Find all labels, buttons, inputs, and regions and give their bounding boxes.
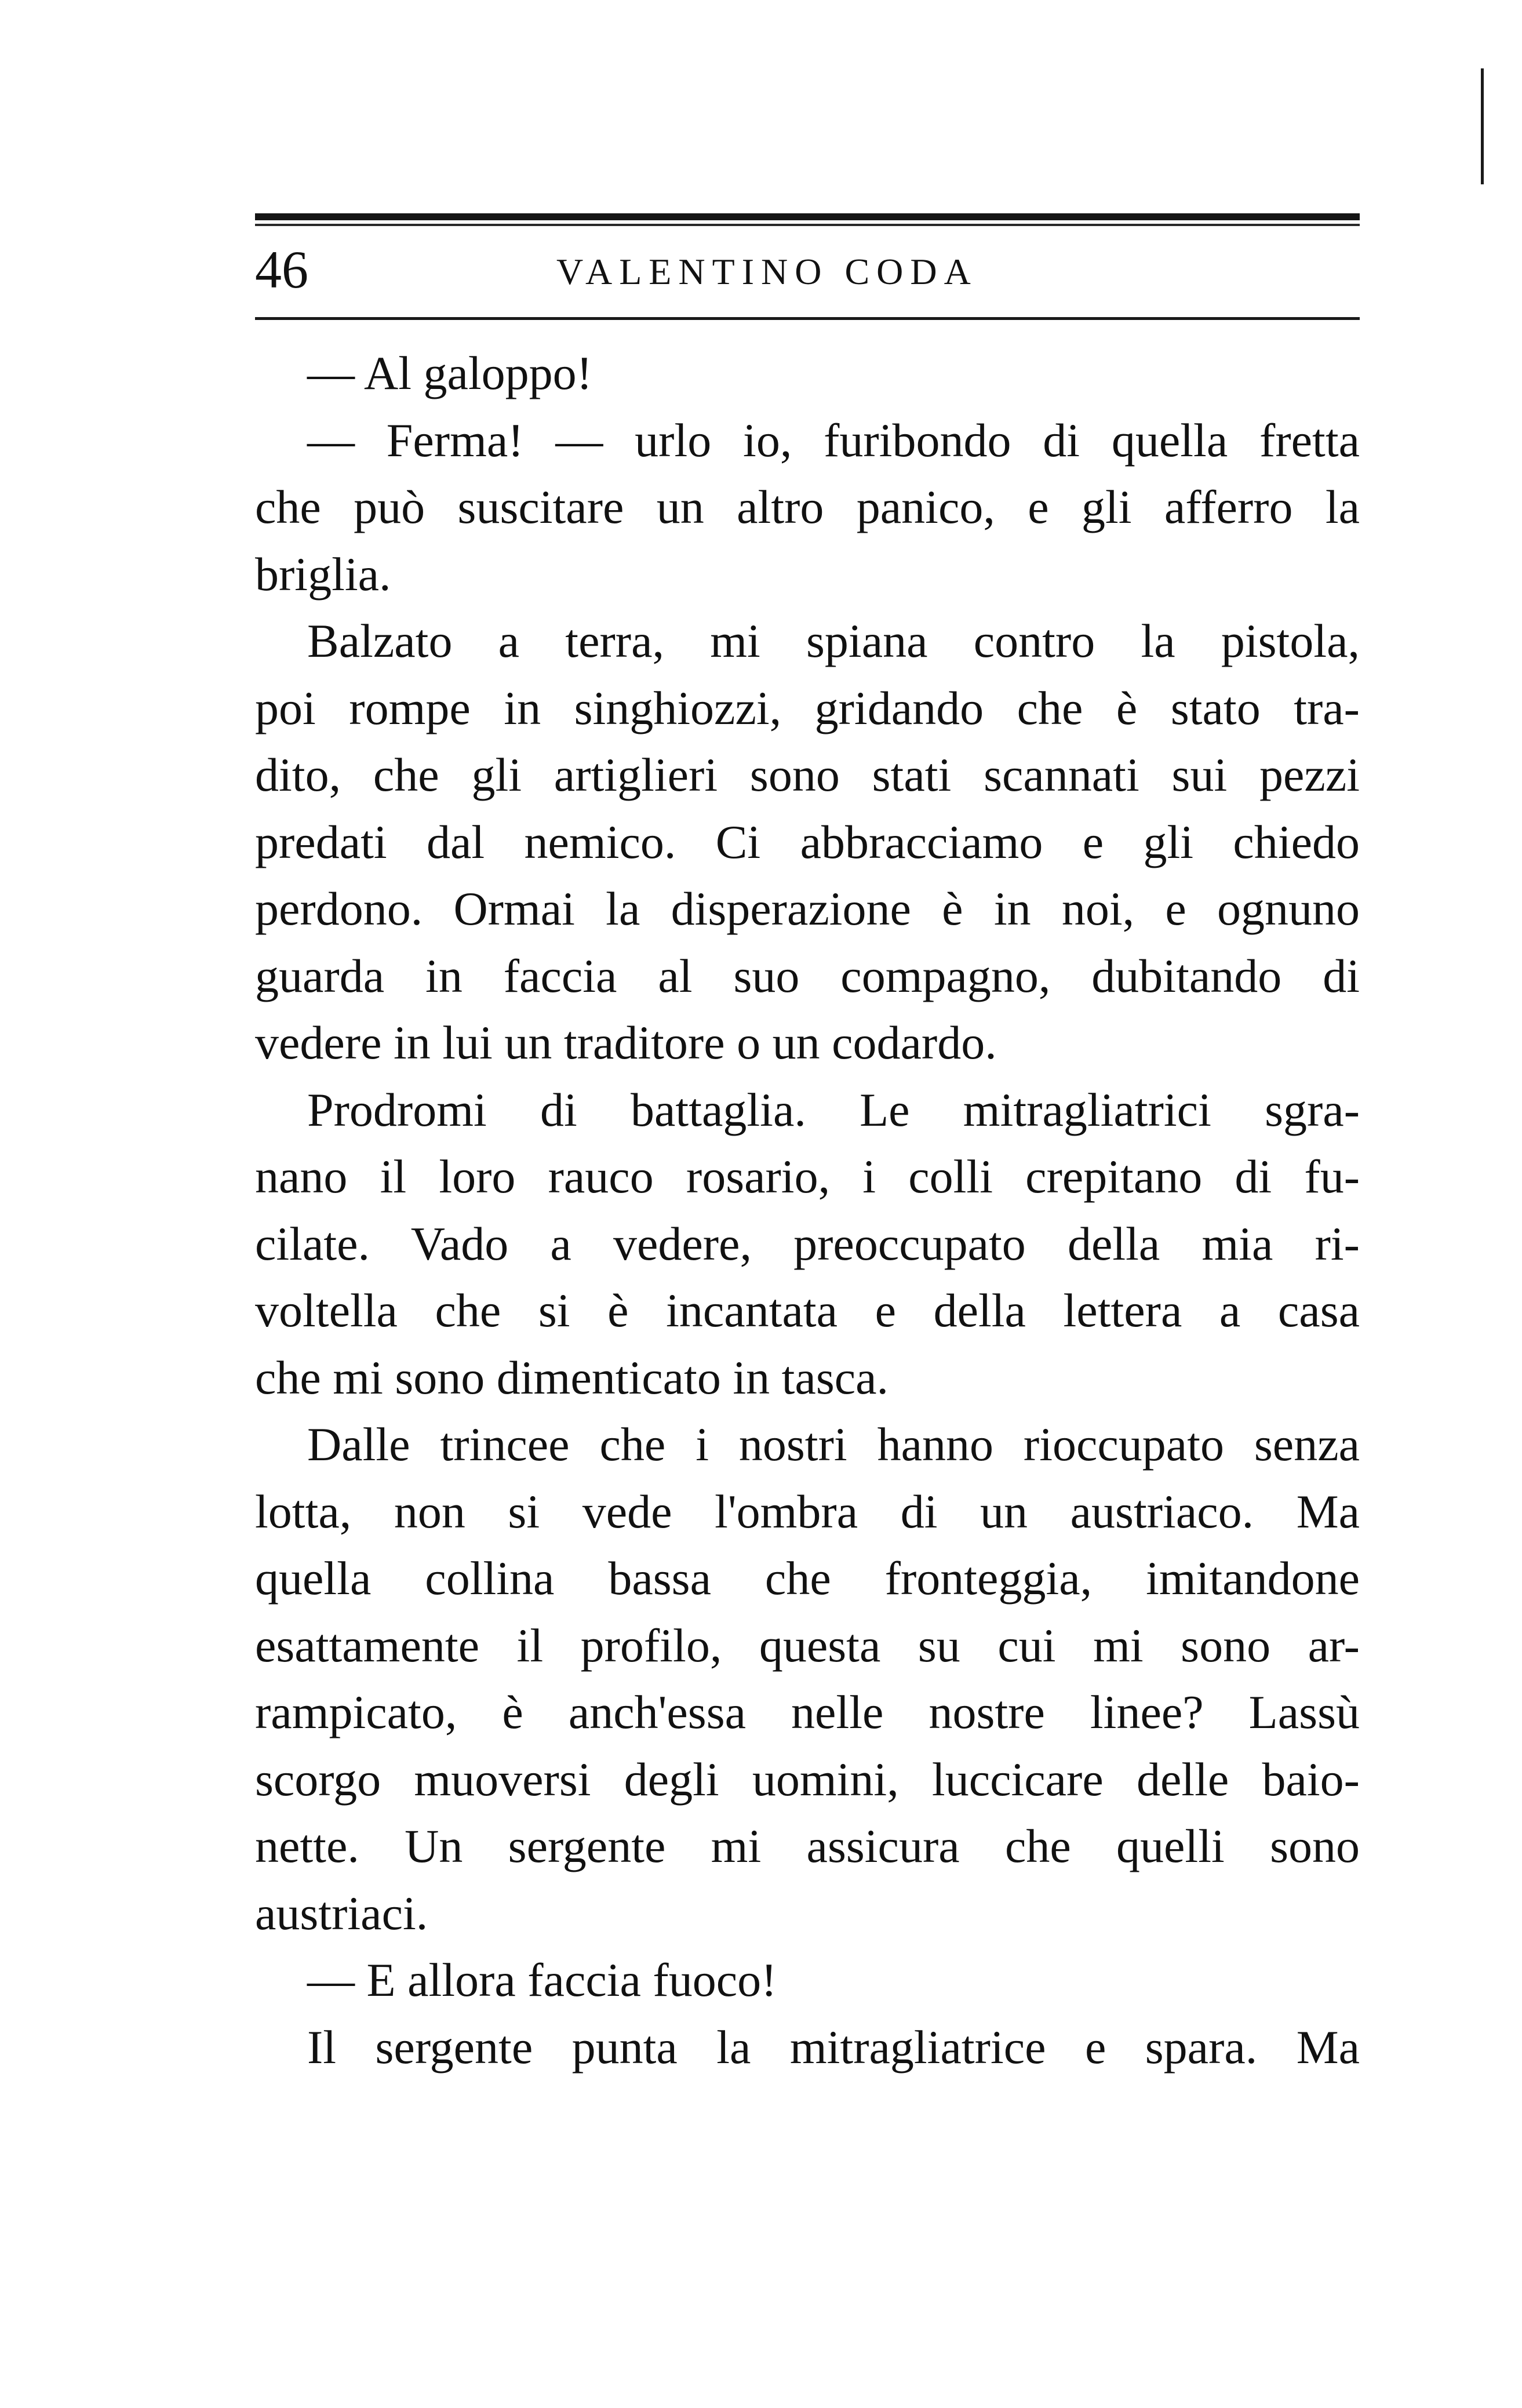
header-bottom-rule [255,317,1360,320]
text-line: briglia. [255,547,391,601]
text-line: cilate. Vado a vedere, preoccupato della mia ri- [255,1217,1360,1270]
text-line: austriaci. [255,1886,428,1940]
text-line: Prodromi di battaglia. Le mitragliatrici sgra- [307,1083,1360,1136]
text-line: Dalle trincee che i nostri hanno rioccupato senza [307,1418,1360,1471]
running-title: VALENTINO CODA [556,251,978,292]
text-line: lotta, non si vede l'ombra di un austriaco. Ma [255,1485,1360,1538]
text-line: esattamente il profilo, questa su cui mi sono ar- [255,1618,1360,1672]
header-top-rule [255,213,1360,220]
text-line: guarda in faccia al suo compagno, dubitando di [255,949,1360,1002]
page-edge-mark [1481,68,1484,184]
text-line: — Ferma! — urlo io, furibondo di quella fretta [307,413,1360,467]
text-line: predati dal nemico. Ci abbracciamo e gli chiedo [255,815,1360,868]
text-line: vedere in lui un traditore o un codardo. [255,1016,997,1069]
text-line: — E allora faccia fuoco! [307,1954,777,2006]
text-line: rampicato, è anch'essa nelle nostre linee? Lassù [255,1686,1360,1738]
text-line: scorgo muoversi degli uomini, luccicare delle baio- [255,1752,1360,1806]
text-line: nano il loro rauco rosario, i colli crepitano di fu- [255,1150,1360,1203]
text-line: voltella che si è incantata e della lettera a casa [255,1284,1360,1337]
text-line: perdono. Ormai la disperazione è in noi, e ognuno [255,882,1360,935]
page-number: 46 [255,240,308,299]
text-line: che può suscitare un altro panico, e gli afferro la [255,481,1360,533]
text-line: Il sergente punta la mitragliatrice e spara. Ma [307,2020,1360,2074]
text-line: dito, che gli artiglieri sono stati scannati sui pezzi [255,748,1360,801]
text-line: Balzato a terra, mi spiana contro la pistola, [307,614,1360,667]
header-top-rule-thin [255,224,1360,226]
text-line: che mi sono dimenticato in tasca. [255,1351,889,1404]
text-line: quella collina bassa che fronteggia, imitandone [255,1552,1360,1605]
body-text [255,340,1360,2080]
text-line: nette. Un sergente mi assicura che quelli sono [255,1820,1360,1872]
text-line: poi rompe in singhiozzi, gridando che è stato tra- [255,681,1360,734]
text-line: — Al galoppo! [307,347,592,399]
